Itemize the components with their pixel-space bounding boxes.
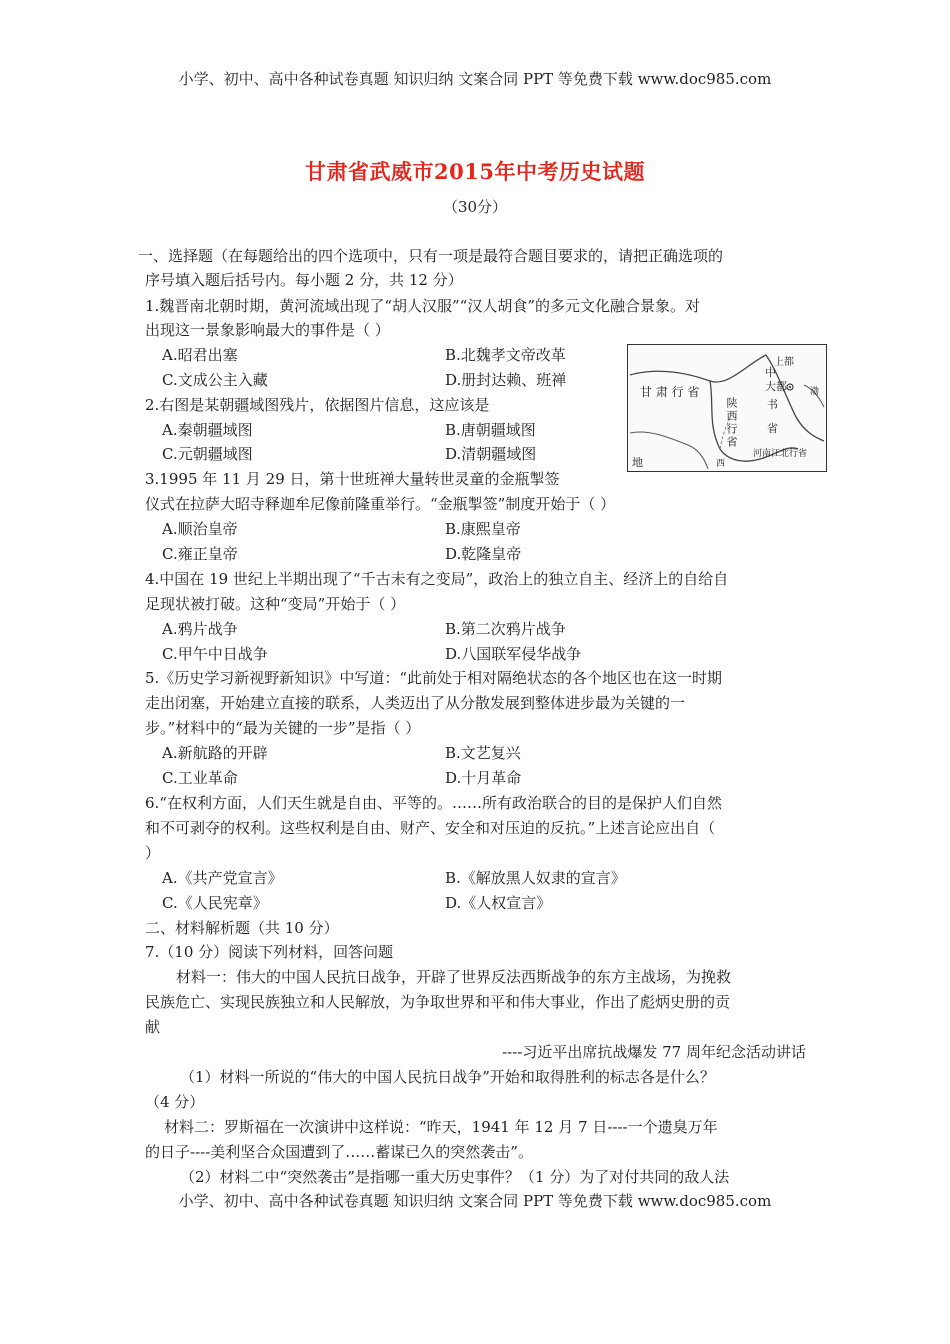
q5-stem-line2: 走出闭塞，开始建立直接的联系，人类迈出了从分散发展到整体进步最为关键的一: [145, 694, 686, 712]
q4-option-d: D.八国联军侵华战争: [445, 645, 582, 663]
q1-stem-line2: 出现这一景象影响最大的事件是（ ）: [145, 321, 390, 339]
q6-option-c: C.《人民宪章》: [162, 894, 268, 912]
map-label-zhong: 中: [765, 366, 776, 379]
map-border-north: [630, 355, 766, 382]
section1-line1: 一、选择题（在每题给出的四个选项中，只有一项是最符合题目要求的，请把正确选项的: [138, 247, 724, 265]
q6-option-d: D.《人权宣言》: [445, 894, 552, 912]
map-label-shaanxi: 陕西行省: [725, 397, 738, 449]
total-score: （30分）: [442, 198, 508, 216]
section1-line2: 序号填入题后括号内。每小题 2 分，共 12 分）: [145, 271, 463, 289]
q5-option-b: B.文艺复兴: [445, 744, 521, 762]
q4-option-b: B.第二次鸦片战争: [445, 620, 566, 638]
page-footer: 小学、初中、高中各种试卷真题 知识归纳 文案合同 PPT 等免费下载 www.doc985.com: [178, 1192, 772, 1210]
q1-option-a: A.昭君出塞: [162, 346, 238, 364]
q7-material1-line3: 献: [145, 1018, 161, 1036]
q5-stem-line1: 5.《历史学习新视野新知识》中写道：“此前处于相对隔绝状态的各个地区也在这一时期: [145, 669, 722, 687]
q7-material1-source: ----习近平出席抗战爆发 77 周年纪念活动讲话: [502, 1043, 806, 1061]
q2-option-d: D.清朝疆域图: [445, 445, 537, 463]
q6-stem-line3: ）: [145, 844, 161, 862]
q2-stem-line1: 2.右图是某朝疆域图残片，依据图片信息，这应该是: [145, 396, 490, 414]
q7-material2-line1: 材料二：罗斯福在一次演讲中这样说：“昨天，1941 年 12 月 7 日----一个遗臭万年: [164, 1118, 718, 1136]
map-label-shangdu: 上都: [774, 357, 794, 368]
map-label-gansu: 甘 肃 行 省: [640, 385, 700, 399]
q3-option-a: A.顺治皇帝: [162, 520, 238, 538]
q3-stem-line2: 仪式在拉萨大昭寺释迦牟尼像前隆重举行。“金瓶掣签”制度开始于（ ）: [145, 495, 616, 513]
q7-sub1-line2: （4 分）: [145, 1093, 205, 1111]
territory-map-fragment: [627, 344, 827, 472]
q4-option-c: C.甲午中日战争: [162, 645, 268, 663]
map-capital-dot: [789, 386, 791, 388]
q4-stem-line2: 足现状被打破。这种“变局”开始于（ ）: [145, 595, 406, 613]
q7-material2-line2: 的日子----美利坚合众国遭到了……蓄谋已久的突然袭击”。: [145, 1143, 533, 1161]
q7-sub1-line1: （1）材料一所说的“伟大的中国人民抗日战争”开始和取得胜利的标志各是什么？: [180, 1068, 715, 1086]
q3-option-b: B.康熙皇帝: [445, 520, 521, 538]
q2-option-a: A.秦朝疆域图: [162, 421, 253, 439]
section2-heading: 二、材料解析题（共 10 分）: [145, 919, 339, 937]
q3-option-d: D.乾隆皇帝: [445, 545, 522, 563]
q5-option-c: C.工业革命: [162, 769, 238, 787]
q5-option-d: D.十月革命: [445, 769, 522, 787]
q1-option-c: C.文成公主入藏: [162, 371, 268, 389]
q7-material1-line1: 材料一：伟大的中国人民抗日战争，开辟了世界反法西斯战争的东方主战场，为挽救: [176, 968, 732, 986]
q1-stem-line1: 1.魏晋南北朝时期，黄河流域出现了“胡人汉服”“汉人胡食”的多元文化融合景象。对: [145, 297, 700, 315]
q5-stem-line3: 步。”材料中的“最为关键的一步”是指（ ）: [145, 719, 421, 737]
map-label-shu: 书: [767, 398, 778, 411]
q6-option-b: B.《解放黑人奴隶的宣言》: [445, 869, 626, 887]
q4-stem-line1: 4.中国在 19 世纪上半期出现了“千古未有之变局”，政治上的独立自主、经济上的自给自: [145, 570, 729, 588]
page-header: 小学、初中、高中各种试卷真题 知识归纳 文案合同 PPT 等免费下载 www.doc985.com: [178, 70, 772, 88]
q6-stem-line2: 和不可剥夺的权利。这些权利是自由、财产、安全和对压迫的反抗。”上述言论应出自（: [145, 819, 716, 837]
q3-stem-line1: 3.1995 年 11 月 29 日，第十世班禅大量转世灵童的金瓶掣签: [145, 470, 560, 488]
map-label-dadu: 大都: [765, 380, 787, 393]
q6-option-a: A.《共产党宣言》: [162, 869, 283, 887]
q6-stem-line1: 6.“在权利方面，人们天生就是自由、平等的。……所有政治联合的目的是保护人们自然: [145, 794, 722, 812]
map-label-sheng: 省: [767, 422, 778, 435]
map-label-hai: 渤: [810, 387, 820, 397]
q1-option-b: B.北魏孝文帝改革: [445, 346, 566, 364]
q7-stem: 7.（10 分）阅读下列材料，回答问题: [145, 943, 394, 961]
map-label-di: 地: [632, 456, 643, 469]
q2-option-c: C.元朝疆域图: [162, 445, 253, 463]
q1-option-d: D.册封达赖、班禅: [445, 371, 567, 389]
q5-option-a: A.新航路的开辟: [162, 744, 268, 762]
map-label-xi: 西: [716, 459, 726, 469]
map-label-henan: 河南江北行省: [753, 449, 808, 459]
q7-material1-line2: 民族危亡、实现民族独立和人民解放，为争取世界和平和伟大事业，作出了彪炳史册的贡: [145, 993, 731, 1011]
q2-option-b: B.唐朝疆域图: [445, 421, 536, 439]
q7-sub2-line1: （2）材料二中“突然袭击”是指哪一重大历史事件？（1 分）为了对付共同的敌人法: [180, 1168, 730, 1186]
q4-option-a: A.鸦片战争: [162, 620, 238, 638]
q3-option-c: C.雍正皇帝: [162, 545, 238, 563]
page-title: 甘肃省武威市2015年中考历史试题: [305, 159, 645, 184]
